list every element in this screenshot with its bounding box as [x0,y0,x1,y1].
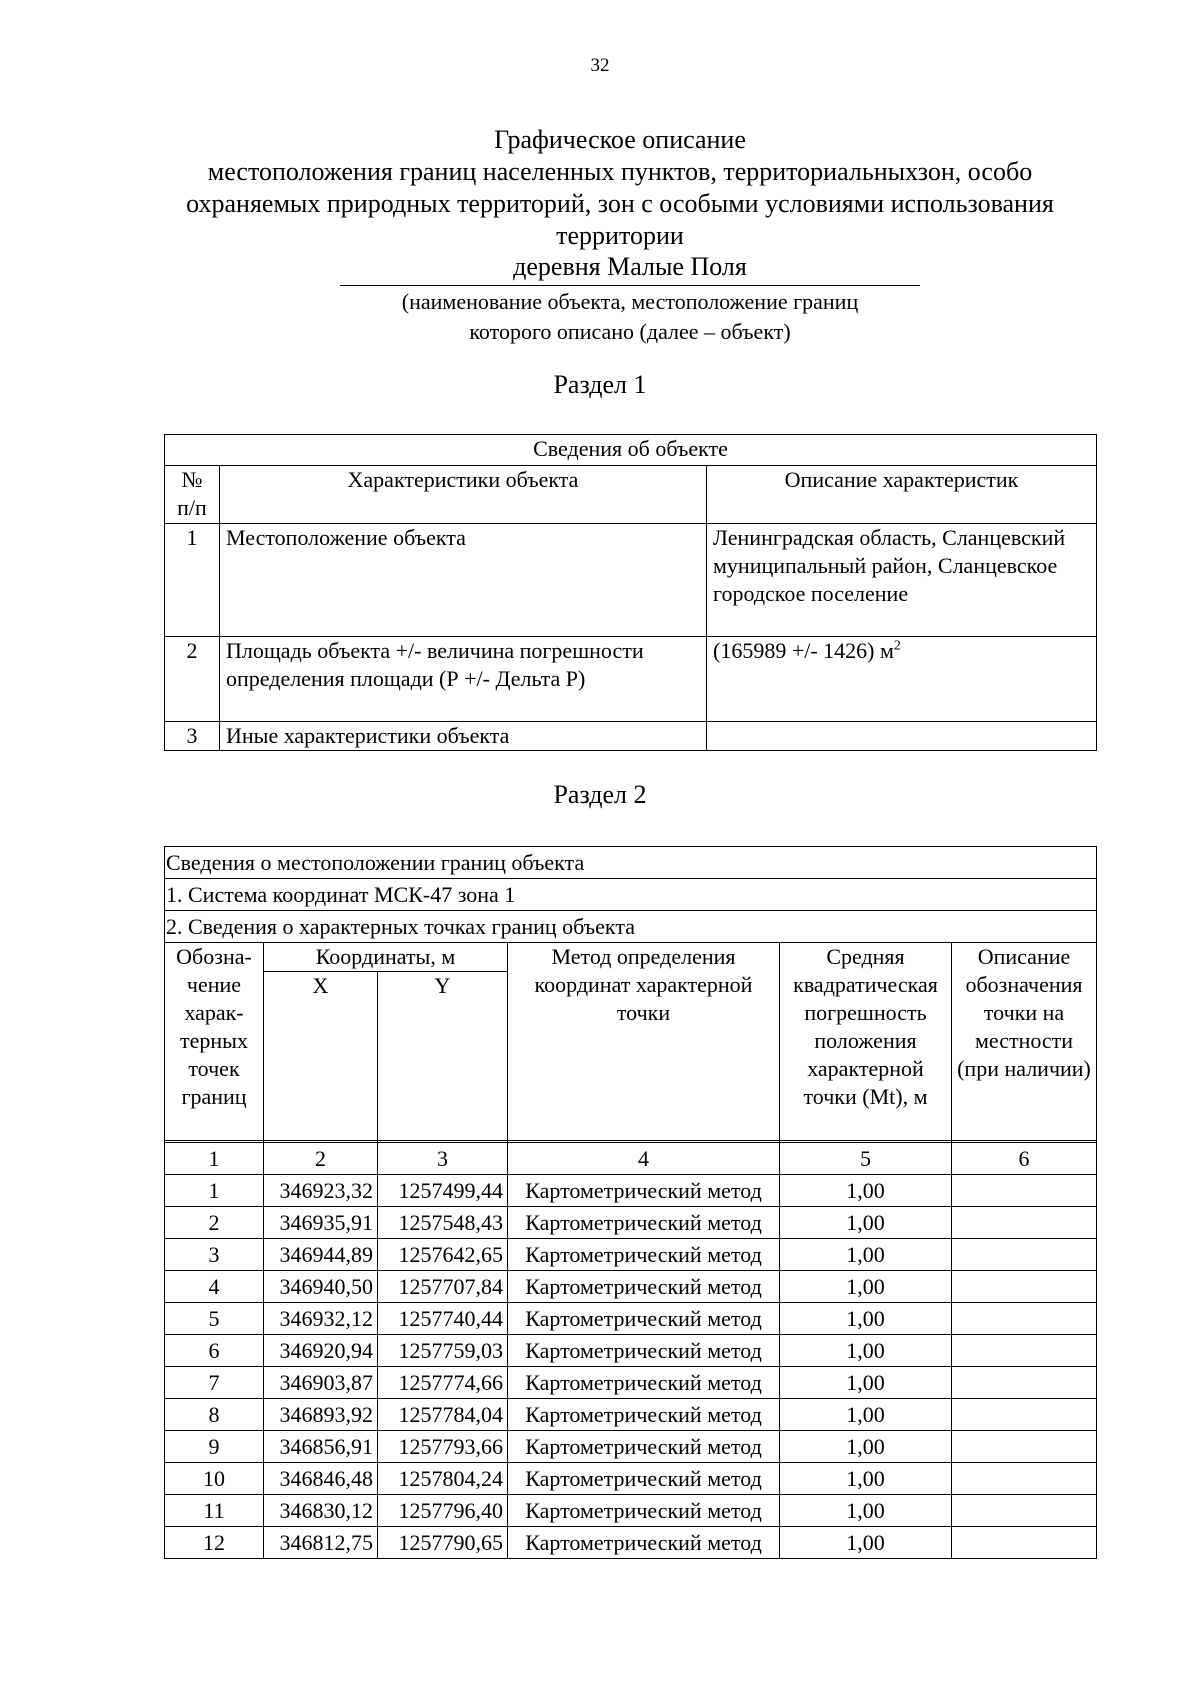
accuracy-cell: 1,00 [780,1367,952,1399]
table-row [165,1303,1097,1335]
table-row [165,722,1097,751]
coord-x: 346893,92 [264,1399,378,1431]
header-x: X [264,972,378,1141]
header-designation: Обозна-чение харак-терных точек границ [165,943,264,1141]
accuracy-cell: 1,00 [780,1175,952,1207]
table-row [165,1239,1097,1271]
method-cell: Картометрический метод [508,1367,780,1399]
table-row [165,1207,1097,1239]
point-description [952,1335,1097,1367]
point-description [952,1271,1097,1303]
method-cell: Картометрический метод [508,1271,780,1303]
column-number: 1 [165,1143,264,1175]
coord-y: 1257784,04 [378,1399,508,1431]
row-characteristic: Иные характеристики объекта [220,722,707,751]
table-row [165,1495,1097,1527]
point-number: 3 [165,1239,264,1271]
coord-x: 346830,12 [264,1495,378,1527]
section-1-heading: Раздел 1 [553,370,647,399]
header-point-description: Описание обозначения точки на местности (при наличии) [952,943,1097,1141]
accuracy-cell: 1,00 [780,1399,952,1431]
accuracy-cell: 1,00 [780,1431,952,1463]
coord-y: 1257774,66 [378,1367,508,1399]
document-title [140,124,1100,252]
column-number: 2 [264,1143,378,1175]
boundary-points-table [164,846,1097,1559]
point-description [952,1527,1097,1559]
coord-y: 1257790,65 [378,1527,508,1559]
table-row [165,1463,1097,1495]
coord-x: 346935,91 [264,1207,378,1239]
method-cell: Картометрический метод [508,1463,780,1495]
coord-x: 346944,89 [264,1239,378,1271]
title-line: территории [556,221,684,250]
coord-x: 346812,75 [264,1527,378,1559]
area-unit-exponent: 2 [893,638,901,654]
point-description [952,1495,1097,1527]
table-row [165,1431,1097,1463]
coord-x: 346903,87 [264,1367,378,1399]
page-number: 32 [590,55,610,76]
point-description [952,1431,1097,1463]
row-characteristic: Местоположение объекта [220,524,707,637]
point-number: 4 [165,1271,264,1303]
coord-y: 1257548,43 [378,1207,508,1239]
header-num: № п/п [165,466,220,524]
method-cell: Картометрический метод [508,1335,780,1367]
method-cell: Картометрический метод [508,1239,780,1271]
points-body [165,1175,1097,1559]
accuracy-cell: 1,00 [780,1303,952,1335]
table-row [165,1399,1097,1431]
coord-x: 346846,48 [264,1463,378,1495]
area-value: (165989 +/- 1426) м [713,638,894,663]
title-line: местоположения границ населенных пунктов, территориальныхзон, особо [207,157,1033,186]
table-row [165,1175,1097,1207]
accuracy-cell: 1,00 [780,1335,952,1367]
coord-y: 1257499,44 [378,1175,508,1207]
table-row [165,524,1097,637]
method-cell: Картометрический метод [508,1175,780,1207]
point-description [952,1303,1097,1335]
caption-line: которого описано (далее – объект) [469,319,791,344]
method-cell: Картометрический метод [508,1207,780,1239]
object-info-table [164,434,1097,751]
method-cell: Картометрический метод [508,1399,780,1431]
point-number: 11 [165,1495,264,1527]
coord-y: 1257804,24 [378,1463,508,1495]
header-accuracy: Средняя квадратическая погрешность положения характерной точки (Mt), м [780,943,952,1141]
accuracy-cell: 1,00 [780,1239,952,1271]
header-characteristic: Характеристики объекта [220,466,707,524]
row-num: 2 [165,637,220,722]
header-method: Метод определения координат характерной точки [508,943,780,1141]
header-description: Описание характеристик [707,466,1097,524]
object-caption [340,287,920,347]
point-number: 9 [165,1431,264,1463]
accuracy-cell: 1,00 [780,1271,952,1303]
coord-y: 1257707,84 [378,1271,508,1303]
column-number: 6 [952,1143,1097,1175]
row-num: 1 [165,524,220,637]
accuracy-cell: 1,00 [780,1207,952,1239]
point-description [952,1239,1097,1271]
row-description: Ленинградская область, Сланцевский муниципальный район, Сланцевское городское поселение [707,524,1097,637]
title-line: Графическое описание [494,125,746,154]
column-number: 5 [780,1143,952,1175]
table-row [165,1367,1097,1399]
object-name-underline [340,285,920,286]
row-description [707,637,1097,722]
title-line: охраняемых природных территорий, зон с особыми условиями использования [186,189,1054,218]
table-row [165,1271,1097,1303]
point-description [952,1399,1097,1431]
coord-x: 346932,12 [264,1303,378,1335]
point-number: 12 [165,1527,264,1559]
table-row [165,1335,1097,1367]
table-title: Сведения об объекте [165,435,1097,466]
point-description [952,1207,1097,1239]
coord-y: 1257642,65 [378,1239,508,1271]
row-num: 3 [165,722,220,751]
accuracy-cell: 1,00 [780,1527,952,1559]
method-cell: Картометрический метод [508,1527,780,1559]
point-number: 7 [165,1367,264,1399]
column-numbers-row [165,1143,1097,1175]
point-number: 2 [165,1207,264,1239]
coord-x: 346856,91 [264,1431,378,1463]
accuracy-cell: 1,00 [780,1463,952,1495]
point-description [952,1463,1097,1495]
coord-x: 346923,32 [264,1175,378,1207]
coord-x: 346940,50 [264,1271,378,1303]
caption-line: (наименование объекта, местоположение границ [401,289,859,314]
column-number: 3 [378,1143,508,1175]
coordinate-system: 1. Система координат МСК-47 зона 1 [165,879,1097,911]
coord-y: 1257793,66 [378,1431,508,1463]
point-number: 6 [165,1335,264,1367]
header-y: Y [378,972,508,1141]
points-title: 2. Сведения о характерных точках границ объекта [165,911,1097,943]
point-description [952,1367,1097,1399]
accuracy-cell: 1,00 [780,1495,952,1527]
coord-y: 1257796,40 [378,1495,508,1527]
row-description [707,722,1097,751]
coord-y: 1257759,03 [378,1335,508,1367]
header-coordinates: Координаты, м [264,943,508,972]
method-cell: Картометрический метод [508,1431,780,1463]
table-row [165,637,1097,722]
table-row [165,1527,1097,1559]
boundaries-title: Сведения о местоположении границ объекта [165,847,1097,879]
point-number: 8 [165,1399,264,1431]
object-name: деревня Малые Поля [513,252,747,281]
point-number: 10 [165,1463,264,1495]
method-cell: Картометрический метод [508,1495,780,1527]
coord-y: 1257740,44 [378,1303,508,1335]
point-number: 1 [165,1175,264,1207]
point-number: 5 [165,1303,264,1335]
method-cell: Картометрический метод [508,1303,780,1335]
row-characteristic: Площадь объекта +/- величина погрешности определения площади (Р +/- Дельта Р) [220,637,707,722]
section-2-heading: Раздел 2 [553,780,647,809]
column-number: 4 [508,1143,780,1175]
coord-x: 346920,94 [264,1335,378,1367]
point-description [952,1175,1097,1207]
